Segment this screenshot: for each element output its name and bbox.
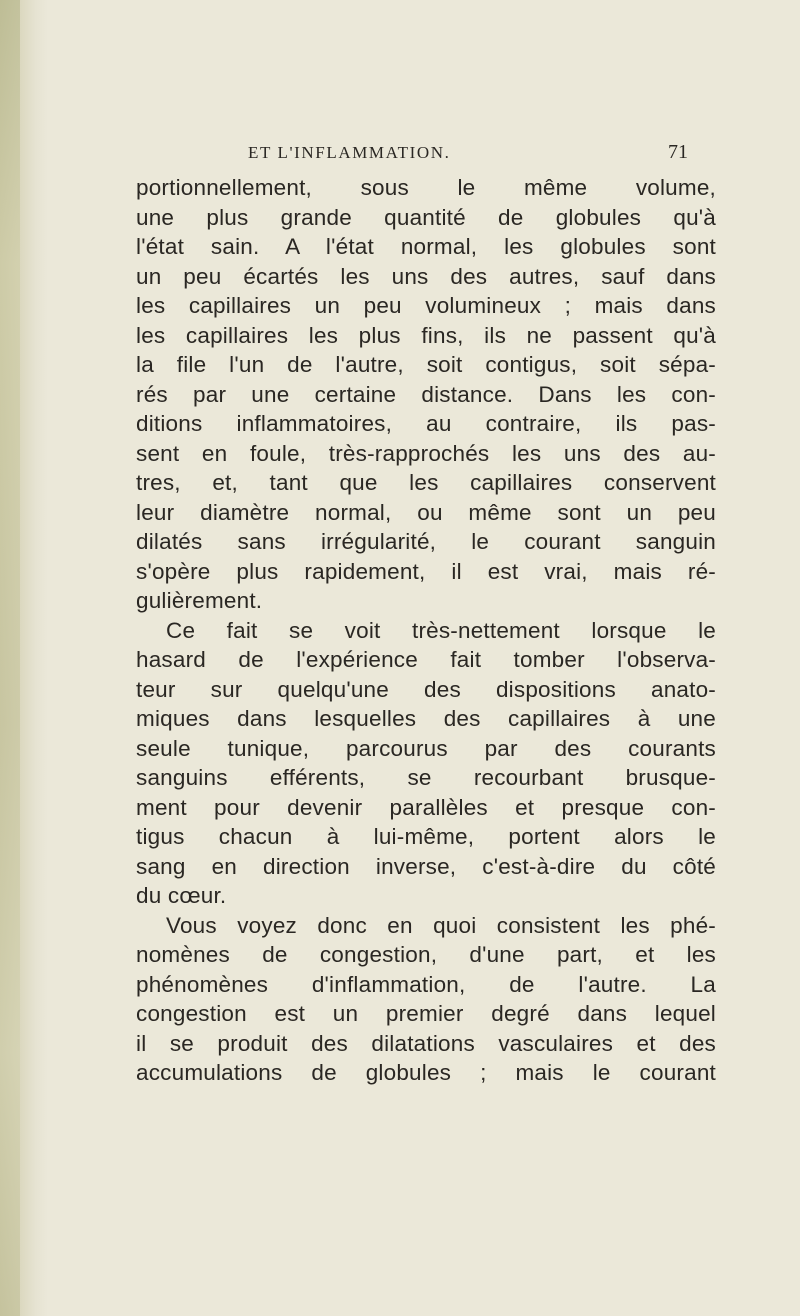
text-line: sent en foule, très-rapprochés les uns des au- — [136, 440, 716, 466]
text-line: du cœur. — [136, 883, 227, 908]
text-line: rés par une certaine distance. Dans les con- — [136, 381, 716, 407]
page-edge-stain — [0, 0, 20, 1316]
text-line: il se produit des dilatations vasculaires et des — [136, 1030, 716, 1056]
running-head — [248, 143, 688, 167]
text-line: leur diamètre normal, ou même sont un peu — [136, 499, 716, 525]
page-number: 71 — [668, 141, 688, 163]
text-line: sang en direction inverse, c'est-à-dire du côté — [136, 853, 716, 879]
text-line: la file l'un de l'autre, soit contigus, soit sépa- — [136, 352, 716, 377]
text-line: l'état sain. A l'état normal, les globules sont — [136, 234, 716, 259]
text-line: un peu écartés les uns des autres, sauf dans — [136, 263, 716, 289]
text-line: tres, et, tant que les capillaires conservent — [136, 470, 716, 495]
text-line: gulièrement. — [136, 588, 263, 613]
text-line: sanguins efférents, se recourbant brusque- — [136, 765, 716, 790]
text-line: dilatés sans irrégularité, le courant sanguin — [136, 529, 716, 554]
text-line: portionnellement, sous le même volume, — [136, 175, 716, 200]
text-line: nomènes de congestion, d'une part, et les — [136, 942, 716, 967]
text-line: Ce fait se voit très-nettement lorsque le — [166, 617, 716, 643]
text-line: seule tunique, parcourus par des courants — [136, 735, 716, 761]
text-line: les capillaires les plus fins, ils ne passent qu'à — [136, 322, 716, 348]
text-line: hasard de l'expérience fait tomber l'observa- — [136, 647, 716, 672]
text-line: congestion est un premier degré dans lequel — [136, 1001, 716, 1026]
running-title: ET L'INFLAMMATION. — [248, 143, 451, 162]
text-line: les capillaires un peu volumineux ; mais dans — [136, 293, 716, 318]
text-line: miques dans lesquelles des capillaires à une — [136, 706, 716, 731]
text-line: ditions inflammatoires, au contraire, ils pas- — [136, 411, 716, 436]
text-line: s'opère plus rapidement, il est vrai, mais ré- — [136, 558, 716, 584]
text-line: teur sur quelqu'une des dispositions anato- — [136, 676, 716, 702]
text-line: tigus chacun à lui-même, portent alors le — [136, 824, 716, 849]
text-line: accumulations de globules ; mais le courant — [136, 1060, 716, 1085]
text-line: une plus grande quantité de globules qu'à — [136, 204, 716, 230]
text-line: ment pour devenir parallèles et presque con- — [136, 794, 716, 820]
text-line: phénomènes d'inflammation, de l'autre. La — [136, 971, 716, 997]
text-line: Vous voyez donc en quoi consistent les phé- — [166, 912, 716, 938]
body-text — [136, 173, 716, 1088]
